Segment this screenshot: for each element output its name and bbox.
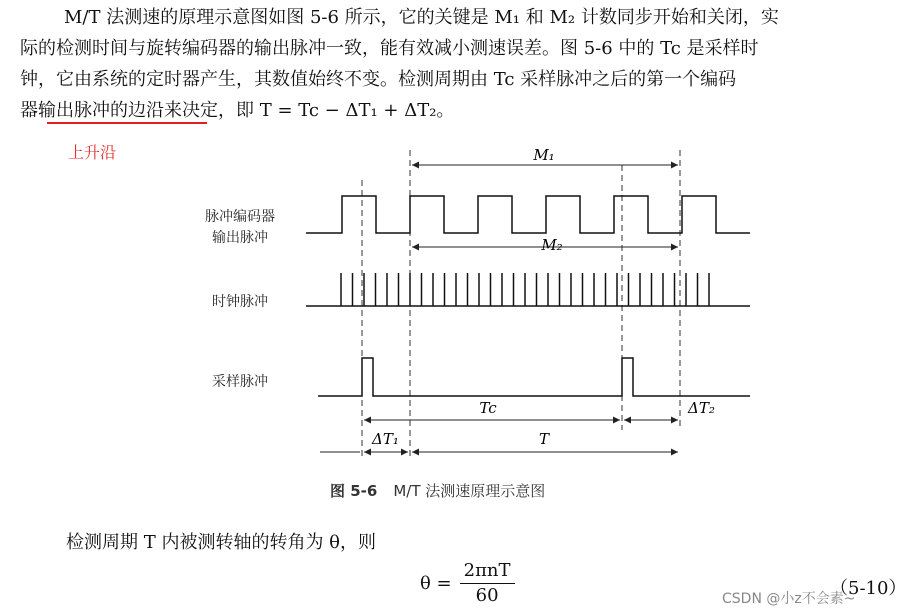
m1-label: M₁ — [533, 146, 555, 164]
encoder-pulse-trace — [306, 196, 750, 233]
clock-label: 时钟脉冲 — [212, 294, 268, 310]
equation-lhs: θ = — [420, 573, 452, 594]
figure-number: 图 5-6 — [330, 482, 378, 500]
t-label: T — [538, 430, 550, 448]
dt2-label: ΔT₂ — [688, 399, 715, 417]
paragraph-line-3: 钟，它由系统的定时器产生，其数值始终不变。检测周期由 Tc 采样脉冲之后的第一个编码 — [20, 69, 737, 90]
paragraph-line-2: 际的检测时间与旋转编码器的输出脉冲一致，能有效减小测速误差。图 5-6 中的 Tc 是采样时 — [20, 38, 759, 59]
paragraph-line-1: M/T 法测速的原理示意图如图 5-6 所示，它的关键是 M₁ 和 M₂ 计数同步开始和关闭，实 — [64, 7, 779, 28]
m2-label: M₂ — [541, 236, 563, 254]
equation-numerator: 2πnT — [460, 559, 515, 584]
equation-fraction — [460, 559, 515, 608]
equation-denominator: 60 — [475, 585, 499, 606]
figure-title: M/T 法测速原理示意图 — [393, 482, 546, 500]
sample-label: 采样脉冲 — [212, 374, 268, 390]
equation-number: （5-10） — [830, 578, 907, 599]
figure-caption — [330, 480, 561, 501]
paragraph-line-4: 器输出脉冲的边沿来决定，即 T = Tc − ΔT₁ + ΔT₂。 — [20, 100, 455, 121]
body-text: 检测周期 T 内被测转轴的转角为 θ，则 — [66, 532, 377, 553]
tc-label: Tc — [479, 399, 497, 417]
rising-edge-annotation: 上升沿 — [68, 143, 117, 162]
watermark: CSDN @小z不会素~ — [722, 591, 856, 607]
sample-pulse-trace — [318, 358, 750, 396]
encoder-label-line2: 输出脉冲 — [212, 230, 268, 246]
encoder-label-line1: 脉冲编码器 — [205, 209, 275, 225]
clock-pulses — [341, 273, 709, 306]
dt1-label: ΔT₁ — [372, 430, 399, 448]
equation — [420, 559, 515, 608]
